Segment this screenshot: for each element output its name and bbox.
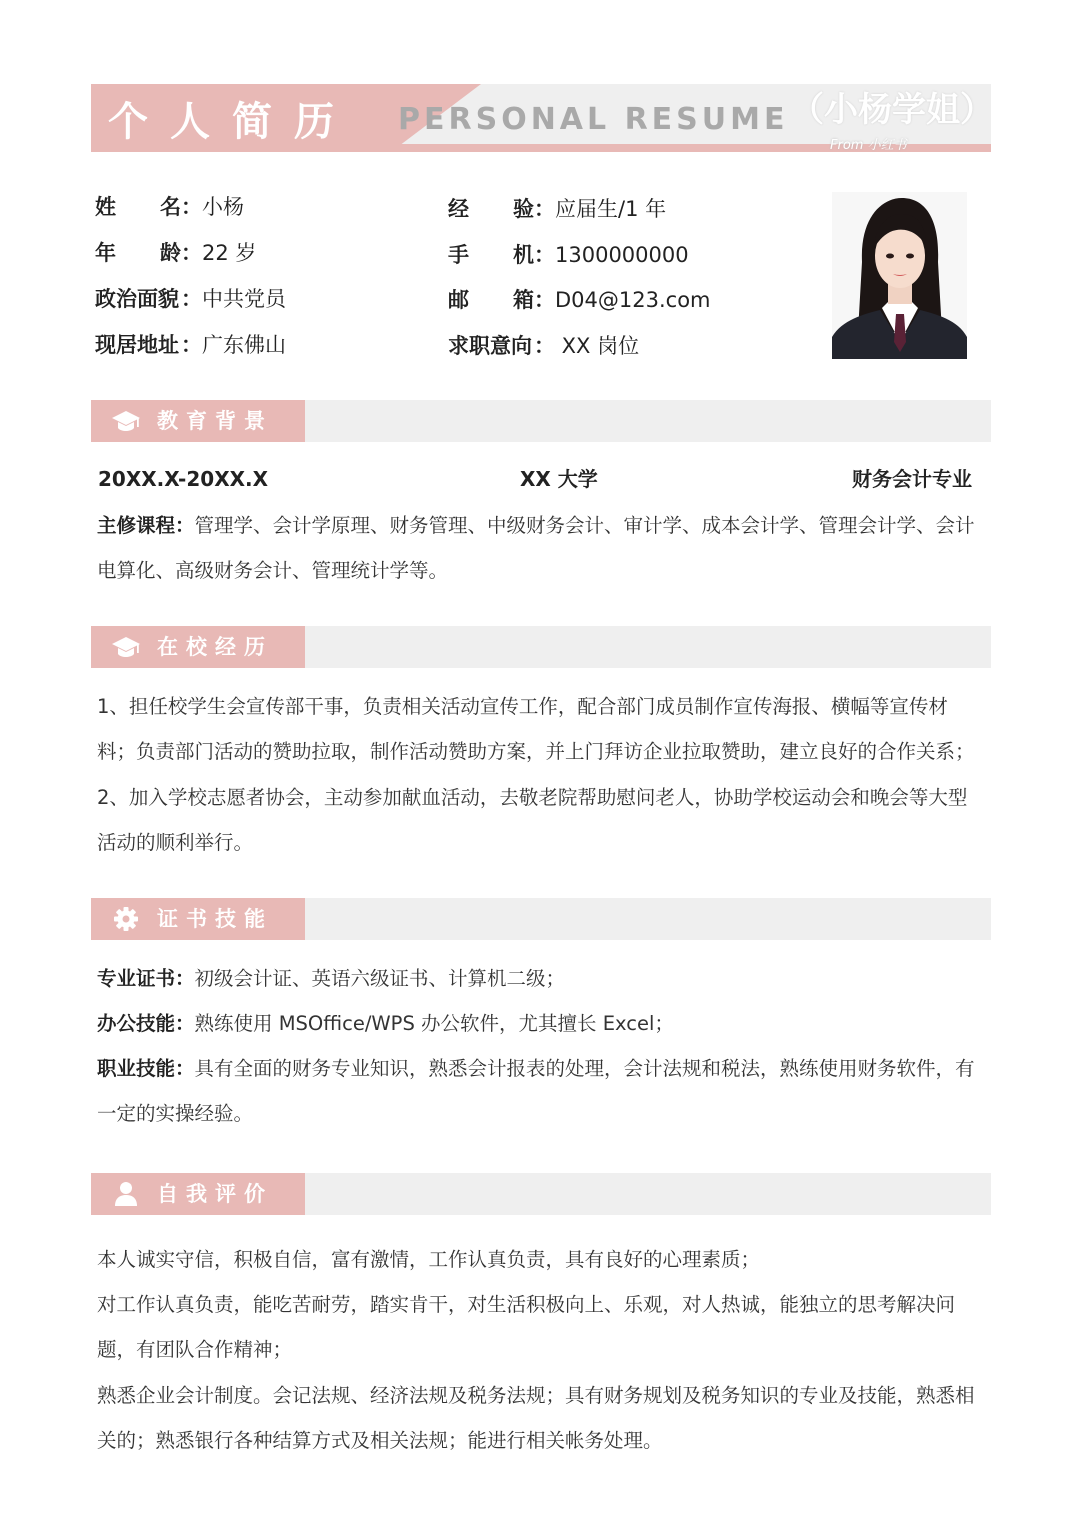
campus-item-1: 1、担任校学生会宣传部干事，负责相关活动宣传工作，配合部门成员制作宣传海报、横幅等宣传材料；负责部门活动的赞助拉取，制作活动赞助方案，并上门拜访企业拉取赞助，建立良好的合作关系； (97, 695, 975, 763)
section-header-skills (91, 898, 991, 940)
info-value: 广东佛山 (202, 333, 286, 357)
skill-office: 办公技能：熟练使用 MSOffice/WPS 办公软件，尤其擅长 Excel； (97, 1012, 674, 1035)
info-value: 中共党员 (202, 287, 286, 311)
graduation-cap-icon (111, 407, 141, 435)
info-label: 政治面貌 (95, 287, 179, 311)
info-experience: 经验：应届生/1 年 (448, 194, 666, 224)
education-school: XX 大学 (520, 467, 598, 491)
info-email: 邮箱：D04@123.com (448, 285, 711, 315)
resume-subtitle: PERSONAL RESUME (398, 102, 789, 137)
skill-certificates: 专业证书：初级会计证、英语六级证书、计算机二级； (97, 967, 566, 990)
skill-professional: 职业技能：具有全面的财务专业知识，熟悉会计报表的处理，会计法规和税法，熟练使用财务软件，有一定的实操经验。 (97, 1057, 975, 1125)
section-header-self-eval (91, 1173, 991, 1215)
education-major: 财务会计专业 (852, 467, 972, 491)
info-age: 年龄：22 岁 (95, 238, 256, 268)
info-value: 小杨 (202, 195, 244, 219)
info-label: 年龄 (95, 241, 181, 265)
education-period: 20XX.X-20XX.X (98, 467, 269, 491)
watermark-source: From 小红书 (830, 138, 907, 153)
info-value: XX 岗位 (555, 334, 640, 358)
info-label: 求职意向 (448, 334, 532, 358)
profile-photo (832, 192, 967, 359)
section-header-education (91, 400, 991, 442)
education-courses (97, 503, 977, 593)
campus-item-2: 2、加入学校志愿者协会，主动参加献血活动，去敬老院帮助慰问老人，协助学校运动会和晚会等大型活动的顺利举行。 (97, 786, 968, 854)
info-value: D04@123.com (555, 288, 711, 312)
section-title: 自我评价 (157, 1182, 273, 1206)
info-label: 姓名 (95, 195, 181, 219)
info-value: 22 岁 (202, 241, 257, 265)
user-icon (111, 1180, 141, 1208)
section-title: 证书技能 (157, 907, 273, 931)
courses-label: 主修课程： (97, 514, 195, 537)
courses-value: 管理学、会计学原理、财务管理、中级财务会计、审计学、成本会计学、管理会计学、会计电算化、高级财务会计、管理统计学等。 (97, 514, 975, 582)
info-label: 邮箱 (448, 288, 534, 312)
resume-title: 个人简历 (108, 99, 356, 145)
section-title: 在校经历 (157, 635, 273, 659)
watermark: （小杨学姐） (790, 90, 994, 130)
info-phone: 手机：1300000000 (448, 240, 689, 270)
section-title: 教育背景 (157, 409, 273, 433)
gear-icon (111, 905, 141, 933)
self-eval-line-3: 熟悉企业会计制度。会记法规、经济法规及税务法规；具有财务规划及税务知识的专业及技能，熟悉相关的；熟悉银行各种结算方式及相关法规；能进行相关帐务处理。 (97, 1384, 975, 1452)
graduation-cap-icon (111, 633, 141, 661)
info-label: 现居地址 (95, 333, 179, 357)
info-intent: 求职意向： XX 岗位 (448, 331, 639, 361)
self-eval-line-2: 对工作认真负责，能吃苦耐劳，踏实肯干，对生活积极向上、乐观，对人热诚，能独立的思考解决问题，有团队合作精神； (97, 1293, 956, 1361)
self-eval-line-1: 本人诚实守信，积极自信，富有激情，工作认真负责，具有良好的心理素质； (97, 1248, 761, 1271)
info-label: 经验 (448, 197, 534, 221)
info-value: 1300000000 (555, 243, 689, 267)
info-address: 现居地址：广东佛山 (95, 330, 286, 360)
info-name: 姓名：小杨 (95, 192, 244, 222)
section-header-campus (91, 626, 991, 668)
info-political: 政治面貌：中共党员 (95, 284, 286, 314)
info-value: 应届生/1 年 (555, 197, 667, 221)
info-label: 手机 (448, 243, 534, 267)
